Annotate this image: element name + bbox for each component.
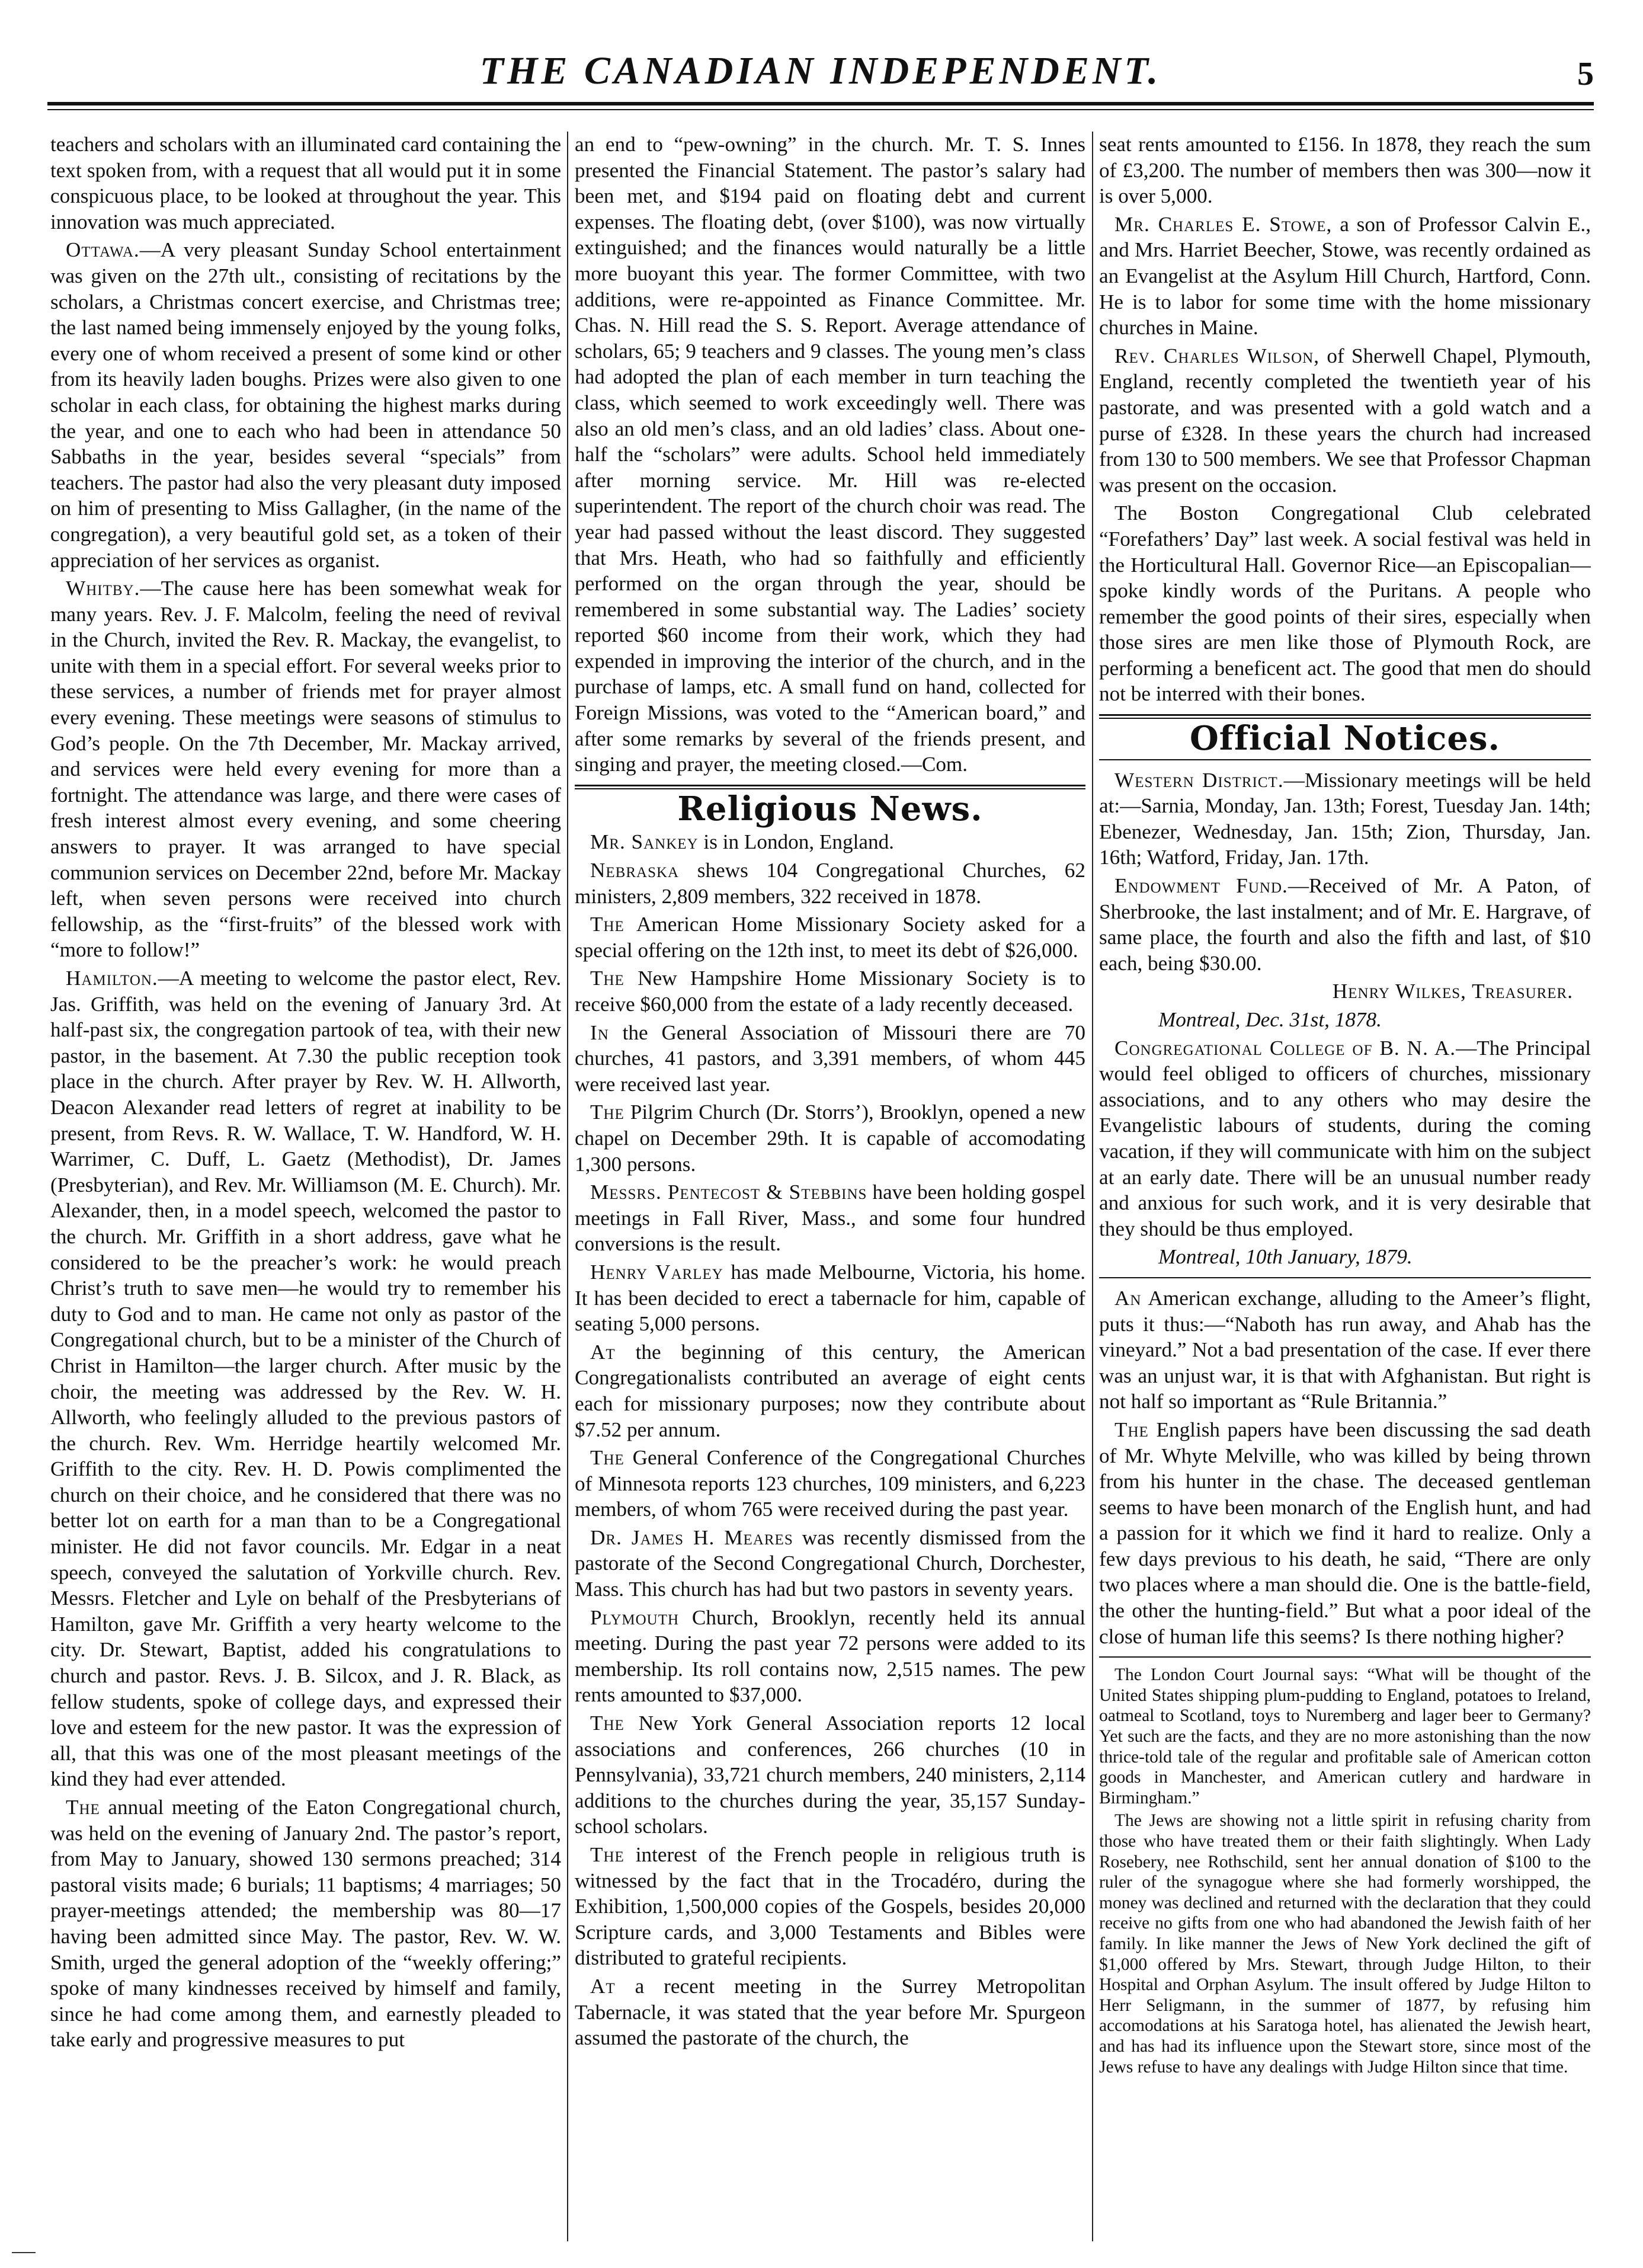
- lead-word: Plymouth: [590, 1605, 680, 1629]
- section-rule: [575, 785, 1085, 786]
- item-text: shews 104 Congregational Churches, 62 ministers, 2,809 members, 322 received in 1878.: [575, 859, 1085, 908]
- item-text: New Hampshire Home Missionary Society is to receive $60,000 from the estate of a lady recently deceased.: [575, 967, 1085, 1016]
- news-item: [575, 1020, 1085, 1098]
- lead-word: The: [590, 913, 624, 936]
- news-item: [575, 1259, 1085, 1337]
- paragraph: seat rents amounted to £156. In 1878, they reach the sum of £3,200. The number of members then was 300—now it is over 5,000.: [1099, 133, 1591, 208]
- news-item: [575, 858, 1085, 909]
- item-text: the General Association of Missouri there are 70 churches, 41 pastors, and 3,391 members, of whom 445 were received last year.: [575, 1021, 1085, 1096]
- dateline: Whitby.: [66, 577, 140, 600]
- dateline: Hamilton.: [66, 967, 158, 990]
- hamilton-paragraph: [50, 965, 561, 1792]
- news-item: [575, 829, 1085, 855]
- small-print-section: [1099, 1665, 1591, 2077]
- notice-date: Montreal, 10th January, 1879.: [1158, 1245, 1413, 1269]
- item-text: have been holding gospel meetings in Fall River, Mass., and some four hundred conversions is the result.: [575, 1181, 1085, 1256]
- item-text: is in London, England.: [698, 830, 894, 854]
- lead-word: The: [590, 1446, 624, 1470]
- paragraph: teachers and scholars with an illuminated card containing the text spoken from, with a request that all would put it in some conspicuous place, to be looked at throughout the year. This innovation was much appreciated.: [50, 133, 561, 233]
- lead-word: Henry Varley: [590, 1260, 723, 1284]
- lead-word: In: [590, 1021, 609, 1044]
- news-item: [575, 1973, 1085, 2051]
- item-text: American exchange, alluding to the Ameer’s flight, puts it thus:—“Naboth has run away, and Ahab has the vineyard.” Not a bad presentation of the case. If ever there was an unjust war, it is that with Afghanistan. But right is not half so important as “Rule Britannia.”: [1099, 1286, 1591, 1413]
- lead-word: Endowment Fund.: [1114, 874, 1288, 898]
- news-item: [575, 1842, 1085, 1971]
- lead-word: Dr. James H. Meares: [590, 1525, 793, 1549]
- ottawa-paragraph: [50, 237, 561, 573]
- lead-word: The: [1114, 1418, 1149, 1441]
- item-text: the beginning of this century, the American Congregationalists contributed an average of eight cents each for missionary purposes; now they contribute about $7.52 per annum.: [575, 1340, 1085, 1441]
- section-rule: [1099, 1656, 1591, 1658]
- lead-word: The: [66, 1796, 100, 1819]
- whitby-paragraph: [50, 575, 561, 963]
- lead-word: Western District.: [1114, 768, 1284, 792]
- official-notices-heading: Official Notices.: [1189, 719, 1501, 759]
- news-item: [575, 1605, 1085, 1708]
- editorial-item: [1099, 1285, 1591, 1415]
- item-text: General Conference of the Congregational Churches of Minnesota reports 123 churches, 109 ministers, and 6,223 members, of whom 765 were received during the past year.: [575, 1446, 1085, 1521]
- masthead: [47, 41, 1594, 101]
- paragraph-text: annual meeting of the Eaton Congregational church, was held on the evening of January 2nd. The pastor’s report, from May to January, showed 130 sermons preached; 314 pastoral visits made; 6 burials; 11 baptisms; 4 marriages; 50 prayer-meetings attended; the membership was 80—17 having been admitted since May. The pastor, Rev. W. W. Smith, urged the general adoption of the “weekly offering;” spoke of many kindnesses received by himself and family, since he had come among them, and earnestly pleaded to take early and progressive measures to put: [50, 1796, 561, 2052]
- paragraph-text: —A very pleasant Sunday School entertainment was given on the 27th ult., consisting of recitations by the scholars, a Christmas concert exercise, and Christmas tree; the last named being immensely enjoyed by the young folks, every one of whom received a present of some kind or other from its heavily laden boughs. Prizes were also given to one scholar in each class, for obtaining the highest marks during the year, and one to each who had been in attendance 50 Sabbaths in the year, besides several “specials” from teachers. The pastor had also the very pleasant duty imposed on him of presenting to Miss Gallagher, (in the name of the congregation), a very beautiful gold set, as a token of their appreciation of her services as organist.: [50, 238, 561, 572]
- lead-word: At: [590, 1974, 616, 1998]
- news-item: [575, 1525, 1085, 1602]
- religious-news-heading: Religious News.: [677, 789, 983, 828]
- section-rule: [1099, 759, 1591, 760]
- news-item: [575, 965, 1085, 1017]
- item-text: —Received of Mr. A Paton, of Sherbrooke, the last instalment; and of Mr. E. Hargrave, of same place, the fourth and also the fifth and last, of $10 each, being $30.00.: [1099, 874, 1591, 975]
- column-1: [50, 132, 561, 2241]
- lead-word: Rev. Charles Wilson,: [1114, 344, 1320, 367]
- news-item: [575, 1445, 1085, 1522]
- paragraph-text: —A meeting to welcome the pastor elect, Rev. Jas. Griffith, was held on the evening of January 3rd. At half-past six, the congregation partook of tea, with their new pastor, in the basement. At 7.30 the public reception took place in the church. After prayer by Rev. W. H. Allworth, Deacon Alexander read letters of regret at inability to be present, from Revs. R. W. Wallace, T. W. Handford, W. H. Warrimer, C. Duff, L. Gaetz (Methodist), Dr. James (Presbyterian), and Rev. Mr. Williamson (M. E. Church). Mr. Alexander, then, in a model speech, welcomed the pastor to the church. Mr. Griffith in a short address, gave what he considered to be the preacher’s work: he would preach Christ’s truth to save men—he would try to remember his duty to God and to man. He came not only as pastor of the Congregational church, but to be a minister of the Church of Christ in Hamilton—the larger church. After music by the choir, the meeting was addressed by the Rev. W. H. Allworth, who feelingly alluded to the previous pastors of the church. Rev. Wm. Herridge heartily welcomed Mr. Griffith to the city. Rev. H. D. Powis complimented the church on their choice, and he considered that there was no better lot on earth for a man than to be a Congregational minister. He did not favor councils. Mr. Edgar in a neat speech, conveyed the salutation of Yorkville church. Rev. Messrs. Fletcher and Lyle on behalf of the Presbyterians of Hamilton, gave Mr. Griffith a very hearty welcome to the city. Dr. Stewart, Baptist, added his congratulations to church and pastor. Revs. J. B. Silcox, and J. R. Black, as fellow students, spoke of college days, and expressed their love and esteem for the new pastor. It was the expression of all, that this was one of the most pleasant meetings of the kind they had ever attended.: [50, 967, 561, 1791]
- column-3: [1099, 132, 1591, 2241]
- item-text: Pilgrim Church (Dr. Storrs’), Brooklyn, opened a new chapel on December 29th. It is capable of accomodating 1,300 persons.: [575, 1101, 1085, 1176]
- column-divider-2: [1092, 132, 1093, 2241]
- news-item: [575, 911, 1085, 963]
- column-2: [575, 132, 1085, 2241]
- item-text: has made Melbourne, Victoria, his home. It has been decided to erect a tabernacle for him, capable of seating 5,000 persons.: [575, 1260, 1085, 1336]
- lead-word: The: [590, 1712, 624, 1735]
- editorial-item: [1099, 1417, 1591, 1649]
- section-rule: [1099, 714, 1591, 716]
- item-text: interest of the French people in religious truth is witnessed by the fact that in the Trocadéro, during the Exhibition, 1,500,000 copies of the Gospels, besides 20,000 Scripture cards, and 3,000 Testaments and Bibles were distributed to grateful recipients.: [575, 1843, 1085, 1970]
- lead-word: The: [590, 1843, 624, 1866]
- boston-paragraph: The Boston Congregational Club celebrated “Forefathers’ Day” last week. A social festival was held in the Horticultural Hall. Governor Rice—an Episcopalian—spoke kindly words of the Puritans. A people who remember the good points of their sires, especially when those sires are men like those of Plymouth Rock, are performing a beneficent act. The good that men do should not be interred with their bones.: [1099, 501, 1591, 706]
- dateline: Ottawa.: [66, 238, 140, 262]
- page-number: 5: [1577, 56, 1594, 92]
- paragraph-text: a son of Professor Calvin E., and Mrs. Harriet Beecher, Stowe, was recently ordained as an Evangelist at the Asylum Hill Church, Hartford, Conn. He is to labor for some time with the home missionary churches in Maine.: [1099, 212, 1591, 340]
- lead-word: The: [590, 967, 624, 990]
- lead-word: Mr. Sankey: [590, 830, 699, 854]
- column-divider-1: [567, 132, 568, 2241]
- news-item: [575, 1099, 1085, 1177]
- lead-word: Nebraska: [590, 859, 680, 882]
- notice-item: [1099, 767, 1591, 871]
- header-rule-thick: [47, 102, 1594, 105]
- lead-word: Messrs. Pentecost & Stebbins: [590, 1181, 867, 1204]
- lead-word: The: [590, 1101, 624, 1124]
- wilson-paragraph: [1099, 343, 1591, 498]
- footer-mark: [12, 2252, 36, 2253]
- item-text: —The Principal would feel obliged to officers of churches, missionary associations, and to any others who may desire the Evangelistic labours of students, during the coming vacation, if they will communicate with him on the subject at an early date. There will be an unusual number ready and anxious for such work, and it is very desirable that they should be thus employed.: [1099, 1036, 1591, 1240]
- paragraph-text: of Sherwell Chapel, Plymouth, England, recently completed the twentieth year of his pastorate, and was presented with a gold watch and a purse of £328. In these years the church had increased from 130 to 500 members. We see that Professor Chapman was present on the occasion.: [1099, 344, 1591, 497]
- notice-item: [1099, 1035, 1591, 1242]
- news-item: [575, 1339, 1085, 1442]
- paragraph: an end to “pew-owning” in the church. Mr. T. S. Innes presented the Financial Statement. The pastor’s salary had been met, and $194 paid on floating debt and current expenses. The floating debt, (over $100), was now virtually extinguished; and the finances would naturally be a little more buoyant this year. The former Committee, with two additions, were re-appointed as Finance Committee. Mr. Chas. N. Hill read the S. S. Report. Average attendance of scholars, 65; 9 teachers and 9 classes. The young men’s class had adopted the plan of each member in turn teaching the class, which seemed to work exceedingly well. There was also an old men’s class, and an old ladies’ class. About one-half the “scholars” were adults. School held immediately after morning service. Mr. Hill was re-elected superintendent. The report of the church choir was read. The year had passed without the least discord. They suggested that Mrs. Heath, who had so faithfully and efficiently performed on the organ through the year, should be remembered in some substantial way. The Ladies’ society reported $60 income from their work, which they had expended in improving the interior of the church, and in the purchase of lamps, etc. A small fund on hand, collected for Foreign Missions, was voted to the “American board,” and after some remarks by several of the friends present, and singing and prayer, the meeting closed.—Com.: [575, 133, 1085, 776]
- small-print-item: The Jews are showing not a little spirit in refusing charity from those who have treated them or their faith slightingly. When Lady Rosebery, nee Rothschild, sent her annual donation of $100 to the ruler of the synagogue where she had formerly worshipped, the money was declined and returned with the declaration that they could receive no gifts from one who had abandoned the Jewish faith of her family. In like manner the Jews of New York declined the gift of $1,000 offered by Mrs. Stewart, through Judge Hilton, to their Hospital and Orphan Asylum. The insult offered by Judge Hilton to Herr Seligmann, in the summer of 1877, by refusing him accomodations at his Saratoga hotel, has alienated the Jewish heart, and has had its influence upon the Stewart store, since most of the Jews refuse to have any dealings with Judge Hilton since that time.: [1099, 1811, 1591, 2077]
- header-rule-thin: [47, 109, 1594, 110]
- paragraph-text: —The cause here has been somewhat weak for many years. Rev. J. F. Malcolm, feeling the need of revival in the Church, invited the Rev. R. Mackay, the evangelist, to unite with them in a special effort. For several weeks prior to these services, a number of friends met for prayer almost every evening. These meetings were seasons of stimulus to God’s people. On the 7th December, Mr. Mackay arrived, and services were held every evening for more than a fortnight. The attendance was large, and there were cases of fresh interest almost every evening, and some cheering answers to prayer. It was arranged to have special communion services on December 22nd, before Mr. Mackay left, when seven persons were received into church fellowship, as the “first-fruits” of the blessed work with “more to follow!”: [50, 577, 561, 962]
- stowe-paragraph: [1099, 212, 1591, 341]
- lead-word: At: [590, 1340, 616, 1364]
- item-text: —Missionary meetings will be held at:—Sarnia, Monday, Jan. 13th; Forest, Tuesday Jan. 14th; Ebenezer, Wednesday, Jan. 15th; Zion, Thursday, Jan. 16th; Watford, Friday, Jan. 17th.: [1099, 768, 1591, 869]
- small-print-item: The London Court Journal says: “What will be thought of the United States shipping plum-pudding to England, potatoes to Ireland, oatmeal to Scotland, toys to Nuremberg and lager beer to Germany? Yet such are the facts, and they are no more astonishing than the now thrice-told tale of the regular and profitable sale of American cotton goods in Manchester, and American cutlery and hardware in Birmingham.”: [1099, 1665, 1591, 1808]
- lead-word: Mr. Charles E. Stowe,: [1114, 212, 1333, 236]
- item-text: Church, Brooklyn, recently held its annual meeting. During the past year 72 persons were added to its membership. Its roll contains now, 2,515 names. The pew rents amounted to $37,000.: [575, 1605, 1085, 1707]
- signature: Henry Wilkes, Treasurer.: [1332, 980, 1573, 1003]
- notice-date: Montreal, Dec. 31st, 1878.: [1158, 1008, 1382, 1031]
- notice-item: [1099, 873, 1591, 976]
- section-rule: [1099, 1277, 1591, 1278]
- lead-word: An: [1114, 1286, 1142, 1310]
- item-text: American Home Missionary Society asked for a special offering on the 12th inst, to meet its debt of $26,000.: [575, 913, 1085, 962]
- item-text: New York General Association reports 12 local associations and conferences, 266 churches (10 in Pennsylvania), 33,721 church members, 240 ministers, 2,114 additions to the churches during the year, 35,157 Sunday-school scholars.: [575, 1712, 1085, 1838]
- item-text: English papers have been discussing the sad death of Mr. Whyte Melville, who was killed by being thrown from his hunter in the chase. The deceased gentleman seems to have been monarch of the English hunt, and had a passion for it which we find it hard to realize. Only a few days previous to his death, he said, “There are only two places where a man should die. One is the battle-field, the other the hunting-field.” But what a poor ideal of the close of human life this seems? Is there nothing higher?: [1099, 1418, 1591, 1648]
- item-text: a recent meeting in the Surrey Metropolitan Tabernacle, it was stated that the year before Mr. Spurgeon assumed the pastorate of the church, the: [575, 1974, 1085, 2050]
- news-item: [575, 1179, 1085, 1257]
- item-text: was recently dismissed from the pastorate of the Second Congregational Church, Dorchester, Mass. This church has had but two pastors in seventy years.: [575, 1525, 1085, 1601]
- lead-word: Congregational College of B. N. A.: [1114, 1036, 1456, 1060]
- newspaper-title: THE CANADIAN INDEPENDENT.: [479, 49, 1162, 92]
- news-item: [575, 1710, 1085, 1840]
- eaton-paragraph: [50, 1794, 561, 2053]
